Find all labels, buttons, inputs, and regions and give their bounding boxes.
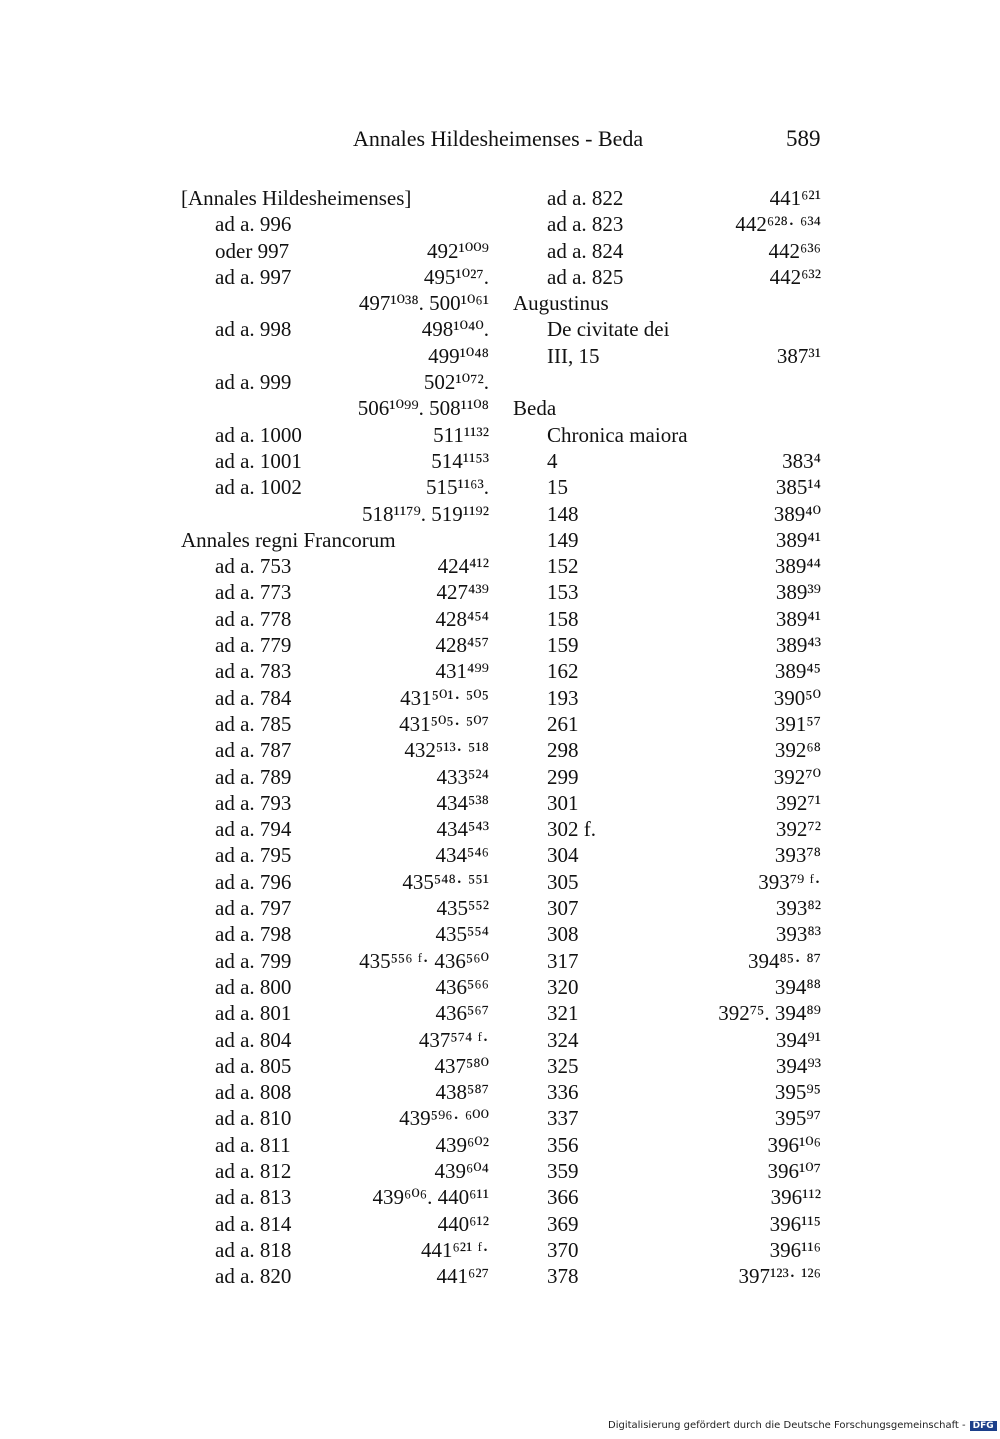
entry-label: 301 xyxy=(547,790,579,815)
entry-page-ref: 497¹⁰³⁸. 500¹⁰⁶¹ xyxy=(358,291,489,316)
entry-page-ref: 424⁴¹² xyxy=(437,554,489,579)
entry-page-ref: 389⁴⁰ xyxy=(773,501,821,526)
index-entry xyxy=(181,211,489,237)
index-entry xyxy=(513,842,821,868)
index-entry xyxy=(513,1237,821,1263)
entry-page-ref: 431⁵⁰¹· ⁵⁰⁵ xyxy=(400,685,489,710)
entry-label: 149 xyxy=(547,527,579,552)
entry-page-ref: 435⁵⁵² xyxy=(436,896,489,921)
index-entry xyxy=(513,185,821,211)
index-entry xyxy=(181,1211,489,1237)
index-entry xyxy=(181,948,489,974)
entry-label: ad a. 1002 xyxy=(215,475,302,500)
entry-label: Annales regni Francorum xyxy=(181,527,396,552)
running-title: Annales Hildesheimenses - Beda xyxy=(353,126,644,151)
entry-label: ad a. 797 xyxy=(215,896,292,921)
index-entry xyxy=(181,422,489,448)
entry-label: ad a. 1000 xyxy=(215,422,302,447)
entry-page-ref: 394⁸⁵· ⁸⁷ xyxy=(747,948,821,973)
entry-label: ad a. 997 xyxy=(215,264,292,289)
index-entry xyxy=(513,1000,821,1026)
entry-label: ad a. 999 xyxy=(215,370,292,395)
entry-label: 378 xyxy=(547,1264,579,1289)
entry-page-ref: 435⁵⁵⁴ xyxy=(435,922,489,947)
index-entry xyxy=(181,1105,489,1131)
entry-page-ref: 498¹⁰⁴⁰. xyxy=(421,317,489,342)
entry-label: ad a. 822 xyxy=(547,186,624,210)
index-entry xyxy=(513,711,821,737)
index-entry xyxy=(513,1079,821,1105)
entry-label: ad a. 805 xyxy=(215,1053,292,1078)
index-entry xyxy=(513,422,821,448)
entry-label: 370 xyxy=(547,1237,579,1262)
entry-label: 193 xyxy=(547,685,579,710)
entry-page-ref: 492¹⁰⁰⁹ xyxy=(427,238,489,263)
index-entry xyxy=(513,1105,821,1131)
index-entry xyxy=(181,764,489,790)
entry-label: 356 xyxy=(547,1132,579,1157)
entry-page-ref: 392⁷¹ xyxy=(775,790,821,815)
entry-label: ad a. 787 xyxy=(215,738,292,763)
entry-page-ref: 393⁷⁹ ᶠ· xyxy=(758,869,821,894)
entry-page-ref: 395⁹⁵ xyxy=(774,1080,821,1105)
entry-label: 325 xyxy=(547,1053,579,1078)
entry-page-ref: 515¹¹⁶³. xyxy=(426,475,489,500)
entry-page-ref: 441⁶²¹ xyxy=(769,186,821,210)
entry-label: Augustinus xyxy=(513,291,609,316)
entry-page-ref: 394⁹³ xyxy=(775,1053,821,1078)
entry-label: 305 xyxy=(547,869,579,894)
index-entry xyxy=(513,895,821,921)
entry-page-ref: 438⁵⁸⁷ xyxy=(435,1080,489,1105)
entry-page-ref: 390⁵⁰ xyxy=(773,685,821,710)
entry-label: 304 xyxy=(547,843,579,868)
index-entry xyxy=(513,527,821,553)
index-column-left xyxy=(181,185,489,1289)
index-entry xyxy=(513,1184,821,1210)
index-entry xyxy=(181,737,489,763)
entry-page-ref: 389⁴⁵ xyxy=(774,659,821,684)
entry-page-ref: 392⁷⁰ xyxy=(773,764,821,789)
index-entry xyxy=(181,1263,489,1289)
entry-page-ref: 428⁴⁵⁷ xyxy=(435,633,489,658)
entry-label: ad a. 798 xyxy=(215,922,292,947)
index-entry xyxy=(513,921,821,947)
entry-label: ad a. 793 xyxy=(215,790,292,815)
index-entry xyxy=(513,790,821,816)
index-entry xyxy=(513,869,821,895)
index-entry xyxy=(513,606,821,632)
index-entry xyxy=(513,816,821,842)
entry-label: ad a. 820 xyxy=(215,1264,292,1289)
entry-label: 261 xyxy=(547,711,579,736)
entry-page-ref: 394⁹¹ xyxy=(775,1027,821,1052)
entry-page-ref: 499¹⁰⁴⁸ xyxy=(428,343,489,368)
entry-page-ref: 431⁴⁹⁹ xyxy=(435,659,489,684)
index-entry xyxy=(181,816,489,842)
entry-label: 308 xyxy=(547,922,579,947)
entry-label: ad a. 773 xyxy=(215,580,292,605)
index-entry xyxy=(181,343,489,369)
entry-label: Beda xyxy=(513,396,557,421)
entry-label: 153 xyxy=(547,580,579,605)
entry-page-ref: 440⁶¹² xyxy=(437,1211,489,1236)
entry-label: ad a. 796 xyxy=(215,869,292,894)
entry-page-ref: 389⁴¹ xyxy=(775,527,821,552)
entry-label: 152 xyxy=(547,554,579,579)
entry-page-ref: 434⁵³⁸ xyxy=(436,790,489,815)
index-entry xyxy=(181,316,489,342)
index-entry xyxy=(181,711,489,737)
index-entry xyxy=(181,1237,489,1263)
entry-label: ad a. 795 xyxy=(215,843,292,868)
index-entry xyxy=(513,369,821,395)
index-heading xyxy=(513,290,821,316)
entry-page-ref: 392⁷⁵. 394⁸⁹ xyxy=(718,1001,821,1026)
index-entry xyxy=(181,238,489,264)
index-entry xyxy=(181,895,489,921)
entry-page-ref: 439⁶⁰⁴ xyxy=(434,1158,489,1183)
index-entry xyxy=(513,211,821,237)
entry-page-ref: 392⁶⁸ xyxy=(774,738,821,763)
running-header xyxy=(0,126,1000,156)
entry-page-ref: 437⁵⁷⁴ ᶠ· xyxy=(418,1027,489,1052)
entry-page-ref: 436⁵⁶⁶ xyxy=(435,974,489,999)
entry-page-ref: 394⁸⁸ xyxy=(774,974,821,999)
entry-label: ad a. 783 xyxy=(215,659,292,684)
dfg-logo: DFG xyxy=(970,1421,997,1431)
entry-page-ref: 442⁶³² xyxy=(769,264,821,289)
entry-label: ad a. 810 xyxy=(215,1106,292,1131)
entry-label: ad a. 779 xyxy=(215,633,292,658)
entry-page-ref: 387³¹ xyxy=(776,343,821,368)
entry-label: 336 xyxy=(547,1080,579,1105)
index-entry xyxy=(181,658,489,684)
entry-page-ref: 437⁵⁸⁰ xyxy=(434,1053,489,1078)
entry-page-ref: 385¹⁴ xyxy=(775,475,821,500)
entry-label: ad a. 1001 xyxy=(215,448,302,473)
entry-page-ref: 439⁵⁹⁶· ⁶⁰⁰ xyxy=(399,1106,489,1131)
entry-label: ad a. 823 xyxy=(547,212,624,237)
index-entry xyxy=(513,264,821,290)
entry-label: De civitate dei xyxy=(547,317,670,342)
index-entry xyxy=(513,1027,821,1053)
entry-page-ref: 435⁵⁵⁶ ᶠ· 436⁵⁶⁰ xyxy=(359,948,489,973)
index-heading xyxy=(513,395,821,421)
entry-label: 369 xyxy=(547,1211,579,1236)
index-entry xyxy=(181,869,489,895)
entry-label: 302 f. xyxy=(547,817,596,842)
entry-page-ref: 502¹⁰⁷². xyxy=(423,370,489,395)
entry-page-ref: 396¹¹⁶ xyxy=(769,1237,821,1262)
entry-label: 307 xyxy=(547,896,579,921)
entry-page-ref: 428⁴⁵⁴ xyxy=(435,606,489,631)
entry-page-ref: 431⁵⁰⁵· ⁵⁰⁷ xyxy=(399,711,489,736)
index-heading xyxy=(181,185,489,211)
index-entry xyxy=(513,238,821,264)
entry-label: ad a. 818 xyxy=(215,1237,292,1262)
index-entry xyxy=(181,501,489,527)
entry-label: ad a. 799 xyxy=(215,948,292,973)
entry-label: 359 xyxy=(547,1158,579,1183)
index-entry xyxy=(181,448,489,474)
index-entry xyxy=(513,1053,821,1079)
entry-label: 158 xyxy=(547,606,579,631)
index-entry xyxy=(181,553,489,579)
entry-page-ref: 435⁵⁴⁸· ⁵⁵¹ xyxy=(402,869,489,894)
footer-text: Digitalisierung gefördert durch die Deutsche Forschungsgemeinschaft - xyxy=(608,1420,966,1431)
index-entry xyxy=(513,553,821,579)
entry-page-ref: 396¹⁰⁷ xyxy=(767,1158,821,1183)
entry-page-ref: 393⁸² xyxy=(775,896,821,921)
entry-page-ref: 397¹²³· ¹²⁶ xyxy=(738,1264,821,1289)
entry-page-ref: 442⁶²⁸· ⁶³⁴ xyxy=(735,212,821,237)
entry-label: [Annales Hildesheimenses] xyxy=(181,186,412,210)
index-entry xyxy=(513,343,821,369)
index-entry xyxy=(513,501,821,527)
entry-label: ad a. 801 xyxy=(215,1001,292,1026)
index-entry xyxy=(513,632,821,658)
entry-page-ref: 436⁵⁶⁷ xyxy=(435,1001,489,1026)
entry-label: ad a. 996 xyxy=(215,212,292,237)
index-entry xyxy=(181,474,489,500)
index-entry xyxy=(513,474,821,500)
entry-page-ref: 393⁸³ xyxy=(775,922,821,947)
index-entry xyxy=(513,764,821,790)
entry-page-ref: 442⁶³⁶ xyxy=(768,238,821,263)
entry-label: ad a. 794 xyxy=(215,817,292,842)
entry-label: 320 xyxy=(547,974,579,999)
index-entry xyxy=(181,790,489,816)
entry-page-ref: 439⁶⁰² xyxy=(435,1132,489,1157)
entry-label: III, 15 xyxy=(547,343,600,368)
entry-page-ref: 511¹¹³² xyxy=(433,422,489,447)
entry-label: ad a. 998 xyxy=(215,317,292,342)
entry-page-ref: 392⁷² xyxy=(775,817,821,842)
index-entry xyxy=(181,1079,489,1105)
index-entry xyxy=(513,1263,821,1289)
index-entry xyxy=(513,579,821,605)
index-entry xyxy=(513,737,821,763)
entry-label: ad a. 814 xyxy=(215,1211,292,1236)
index-entry xyxy=(513,658,821,684)
entry-page-ref: 434⁵⁴³ xyxy=(436,817,489,842)
index-entry xyxy=(181,369,489,395)
index-entry xyxy=(513,1158,821,1184)
entry-page-ref: 396¹¹² xyxy=(770,1185,821,1210)
entry-page-ref: 439⁶⁰⁶. 440⁶¹¹ xyxy=(372,1185,489,1210)
entry-label: ad a. 804 xyxy=(215,1027,292,1052)
entry-label: ad a. 789 xyxy=(215,764,292,789)
index-entry xyxy=(181,1184,489,1210)
entry-label: ad a. 800 xyxy=(215,974,292,999)
entry-page-ref: 396¹¹⁵ xyxy=(769,1211,821,1236)
entry-label: ad a. 778 xyxy=(215,606,292,631)
entry-label: ad a. 785 xyxy=(215,711,292,736)
index-entry xyxy=(513,316,821,342)
page-number: 589 xyxy=(786,126,821,151)
entry-page-ref: 495¹⁰²⁷. xyxy=(423,264,489,289)
entry-label: 148 xyxy=(547,501,579,526)
index-entry xyxy=(181,1053,489,1079)
index-entry xyxy=(181,685,489,711)
index-entry xyxy=(181,921,489,947)
index-entry xyxy=(181,290,489,316)
entry-label: 15 xyxy=(547,475,568,500)
entry-page-ref: 389⁴⁴ xyxy=(774,554,821,579)
entry-page-ref: 441⁶²¹ ᶠ· xyxy=(420,1237,489,1262)
entry-page-ref: 393⁷⁸ xyxy=(774,843,821,868)
entry-label: 298 xyxy=(547,738,579,763)
entry-page-ref: 433⁵²⁴ xyxy=(436,764,489,789)
entry-label: ad a. 753 xyxy=(215,554,292,579)
index-entry xyxy=(181,264,489,290)
entry-label: ad a. 813 xyxy=(215,1185,292,1210)
entry-page-ref: 427⁴³⁹ xyxy=(436,580,489,605)
entry-page-ref: 506¹⁰⁹⁹. 508¹¹⁰⁸ xyxy=(357,396,489,421)
entry-page-ref: 389³⁹ xyxy=(775,580,821,605)
entry-page-ref: 514¹¹⁵³ xyxy=(431,448,489,473)
entry-page-ref: 389⁴³ xyxy=(775,633,821,658)
entry-page-ref: 391⁵⁷ xyxy=(774,711,821,736)
index-entry xyxy=(513,1132,821,1158)
entry-page-ref: 395⁹⁷ xyxy=(774,1106,821,1131)
entry-label: 159 xyxy=(547,633,579,658)
index-entry xyxy=(181,606,489,632)
entry-label: ad a. 808 xyxy=(215,1080,292,1105)
index-entry xyxy=(181,1000,489,1026)
entry-label: 321 xyxy=(547,1001,579,1026)
index-entry xyxy=(513,448,821,474)
index-entry xyxy=(181,579,489,605)
index-entry xyxy=(513,974,821,1000)
index-column-right xyxy=(513,185,821,1289)
index-entry xyxy=(513,685,821,711)
entry-label: ad a. 825 xyxy=(547,264,624,289)
index-entry xyxy=(181,1027,489,1053)
footer-credit xyxy=(608,1420,997,1431)
entry-label: 4 xyxy=(547,448,558,473)
entry-label: ad a. 811 xyxy=(215,1132,291,1157)
index-entry xyxy=(181,1132,489,1158)
entry-page-ref: 518¹¹⁷⁹. 519¹¹⁹² xyxy=(362,501,489,526)
entry-label: 162 xyxy=(547,659,579,684)
entry-label: Chronica maiora xyxy=(547,422,688,447)
index-entry xyxy=(181,974,489,1000)
index-entry xyxy=(181,842,489,868)
entry-page-ref: 441⁶²⁷ xyxy=(436,1264,489,1289)
entry-page-ref: 396¹⁰⁶ xyxy=(767,1132,821,1157)
entry-page-ref: 432⁵¹³· ⁵¹⁸ xyxy=(404,738,489,763)
entry-label: 317 xyxy=(547,948,579,973)
entry-label: 299 xyxy=(547,764,579,789)
entry-page-ref: 434⁵⁴⁶ xyxy=(435,843,489,868)
index-entry xyxy=(181,632,489,658)
entry-label: ad a. 812 xyxy=(215,1158,292,1183)
index-entry xyxy=(181,395,489,421)
index-entry xyxy=(181,1158,489,1184)
index-heading xyxy=(181,527,489,553)
index-entry xyxy=(513,948,821,974)
entry-label: 324 xyxy=(547,1027,579,1052)
entry-page-ref: 383⁴ xyxy=(782,448,821,473)
entry-label: 366 xyxy=(547,1185,579,1210)
entry-label: oder 997 xyxy=(215,238,290,263)
entry-label: 337 xyxy=(547,1106,579,1131)
index-entry xyxy=(513,1211,821,1237)
entry-page-ref: 389⁴¹ xyxy=(775,606,821,631)
entry-label: ad a. 784 xyxy=(215,685,292,710)
entry-label: ad a. 824 xyxy=(547,238,624,263)
